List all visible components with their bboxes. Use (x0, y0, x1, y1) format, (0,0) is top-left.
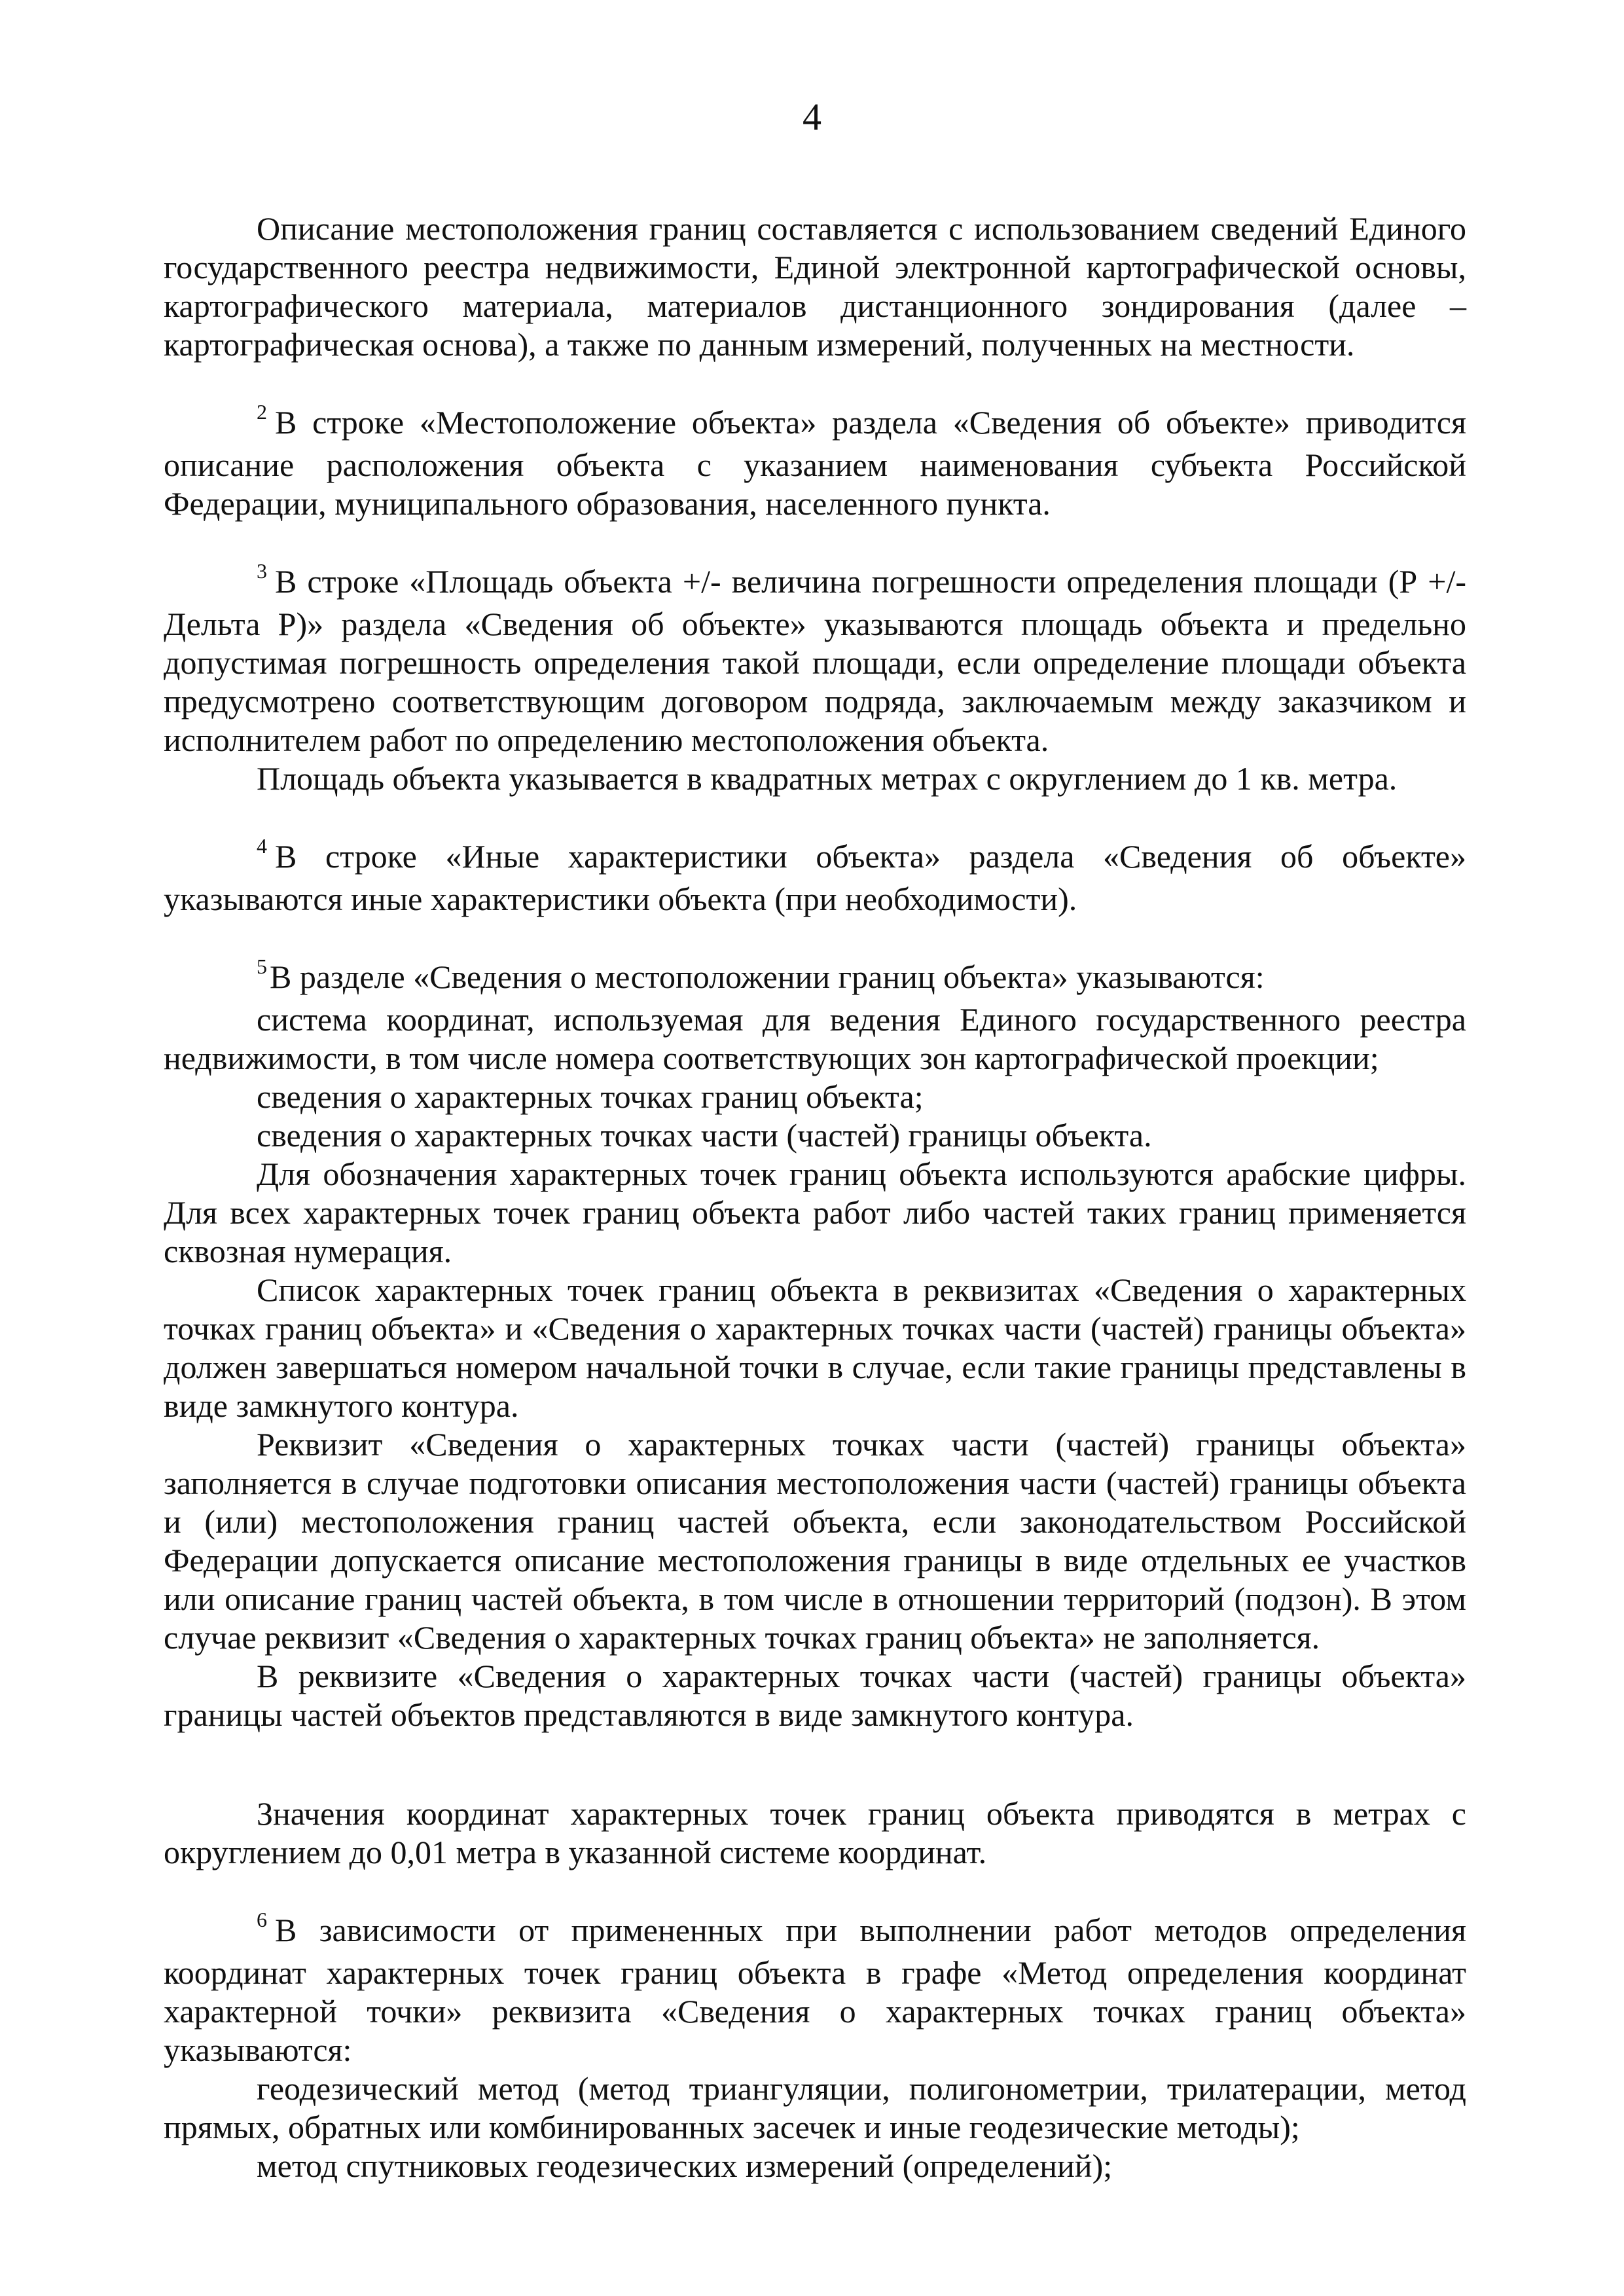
footnote-marker: 4 (257, 834, 267, 858)
page-number: 4 (803, 96, 821, 138)
paragraph-intro: Описание местоположения границ составляется с использованием сведений Единого государственного реестра недвижимости, Единой электронной картографической основы, картографического материала, материалов дистанционного зондирования (далее – картографическая основа), а также по данным измерений, полученных на местности. (164, 210, 1466, 363)
footnote-5 (164, 955, 1466, 1000)
list-item-part-points: сведения о характерных точках части (частей) границы объекта. (257, 1117, 1152, 1154)
footnote-marker: 6 (257, 1908, 267, 1931)
paragraph-requisite: Реквизит «Сведения о характерных точках части (частей) границы объекта» заполняется в случае подготовки описания местоположения части (частей) границы объекта и (или) местоположения границ частей объекта, если законодательством Российской Федерации допускается описание местоположения границы в виде отдельных ее участков или описание границ частей объекта, в том числе в отношении территорий (подзон). В этом случае реквизит «Сведения о характерных точках границ объекта» не заполняется. (164, 1426, 1466, 1656)
footnote-3 (164, 559, 1466, 759)
footnote-6 (164, 1908, 1466, 2069)
document-body (164, 210, 1466, 2185)
paragraph-closed-contour: Список характерных точек границ объекта в реквизитах «Сведения о характерных точках границ объекта» и «Сведения о характерных точках части (частей) границы объекта» должен завершаться номером начальной точки в случае, если такие границы представлены в виде замкнутого контура. (164, 1271, 1466, 1424)
footnote-text: В зависимости от примененных при выполнении работ методов определения координат характерных точек границ объекта в графе «Метод определения координат характерной точки» реквизита «Сведения о характерных точках границ объекта» указываются: (164, 1912, 1466, 2068)
footnote-2 (164, 400, 1466, 523)
footnote-text: В разделе «Сведения о местоположении границ объекта» указываются: (270, 958, 1265, 995)
footnote-4 (164, 834, 1466, 919)
list-item-satellite-method: метод спутниковых геодезических измерений (определений); (257, 2147, 1113, 2184)
paragraph-coordinates-precision: Значения координат характерных точек границ объекта приводятся в метрах с округлением до 0,01 метра в указанной системе координат. (164, 1795, 1466, 1870)
paragraph-area-rounding: Площадь объекта указывается в квадратных метрах с округлением до 1 кв. метра. (257, 760, 1398, 797)
list-item-coordinate-system: система координат, используемая для ведения Единого государственного реестра недвижимости, в том числе номера соответствующих зон картографической проекции; (164, 1001, 1466, 1076)
list-item-geodetic-method: геодезический метод (метод триангуляции, полигонометрии, трилатерации, метод прямых, обратных или комбинированных засечек и иные геодезические методы); (164, 2070, 1466, 2145)
footnote-text: В строке «Местоположение объекта» раздела «Сведения об объекте» приводится описание расположения объекта с указанием наименования субъекта Российской Федерации, муниципального образования, населенного пункта. (164, 404, 1466, 522)
footnote-text: В строке «Иные характеристики объекта» раздела «Сведения об объекте» указываются иные характеристики объекта (при необходимости). (164, 838, 1466, 917)
paragraph-numbering: Для обозначения характерных точек границ объекта используются арабские цифры. Для всех характерных точек границ объекта работ либо частей таких границ применяется сквозная нумерация. (164, 1156, 1466, 1269)
footnote-marker: 3 (257, 559, 267, 583)
footnote-marker: 5 (257, 955, 267, 978)
list-item-boundary-points: сведения о характерных точках границ объекта; (257, 1078, 924, 1115)
footnote-marker: 2 (257, 400, 267, 424)
footnote-text: В строке «Площадь объекта +/- величина погрешности определения площади (Р +/- Дельта Р)» раздела «Сведения об объекте» указываются площадь объекта и предельно допустимая погрешность определения такой площади, если определение площади объекта предусмотрено соответствующим договором подряда, заключаемым между заказчиком и исполнителем работ по определению местоположения объекта. (164, 563, 1466, 758)
paragraph-parts-contour: В реквизите «Сведения о характерных точках части (частей) границы объекта» границы частей объектов представляются в виде замкнутого контура. (164, 1658, 1466, 1733)
